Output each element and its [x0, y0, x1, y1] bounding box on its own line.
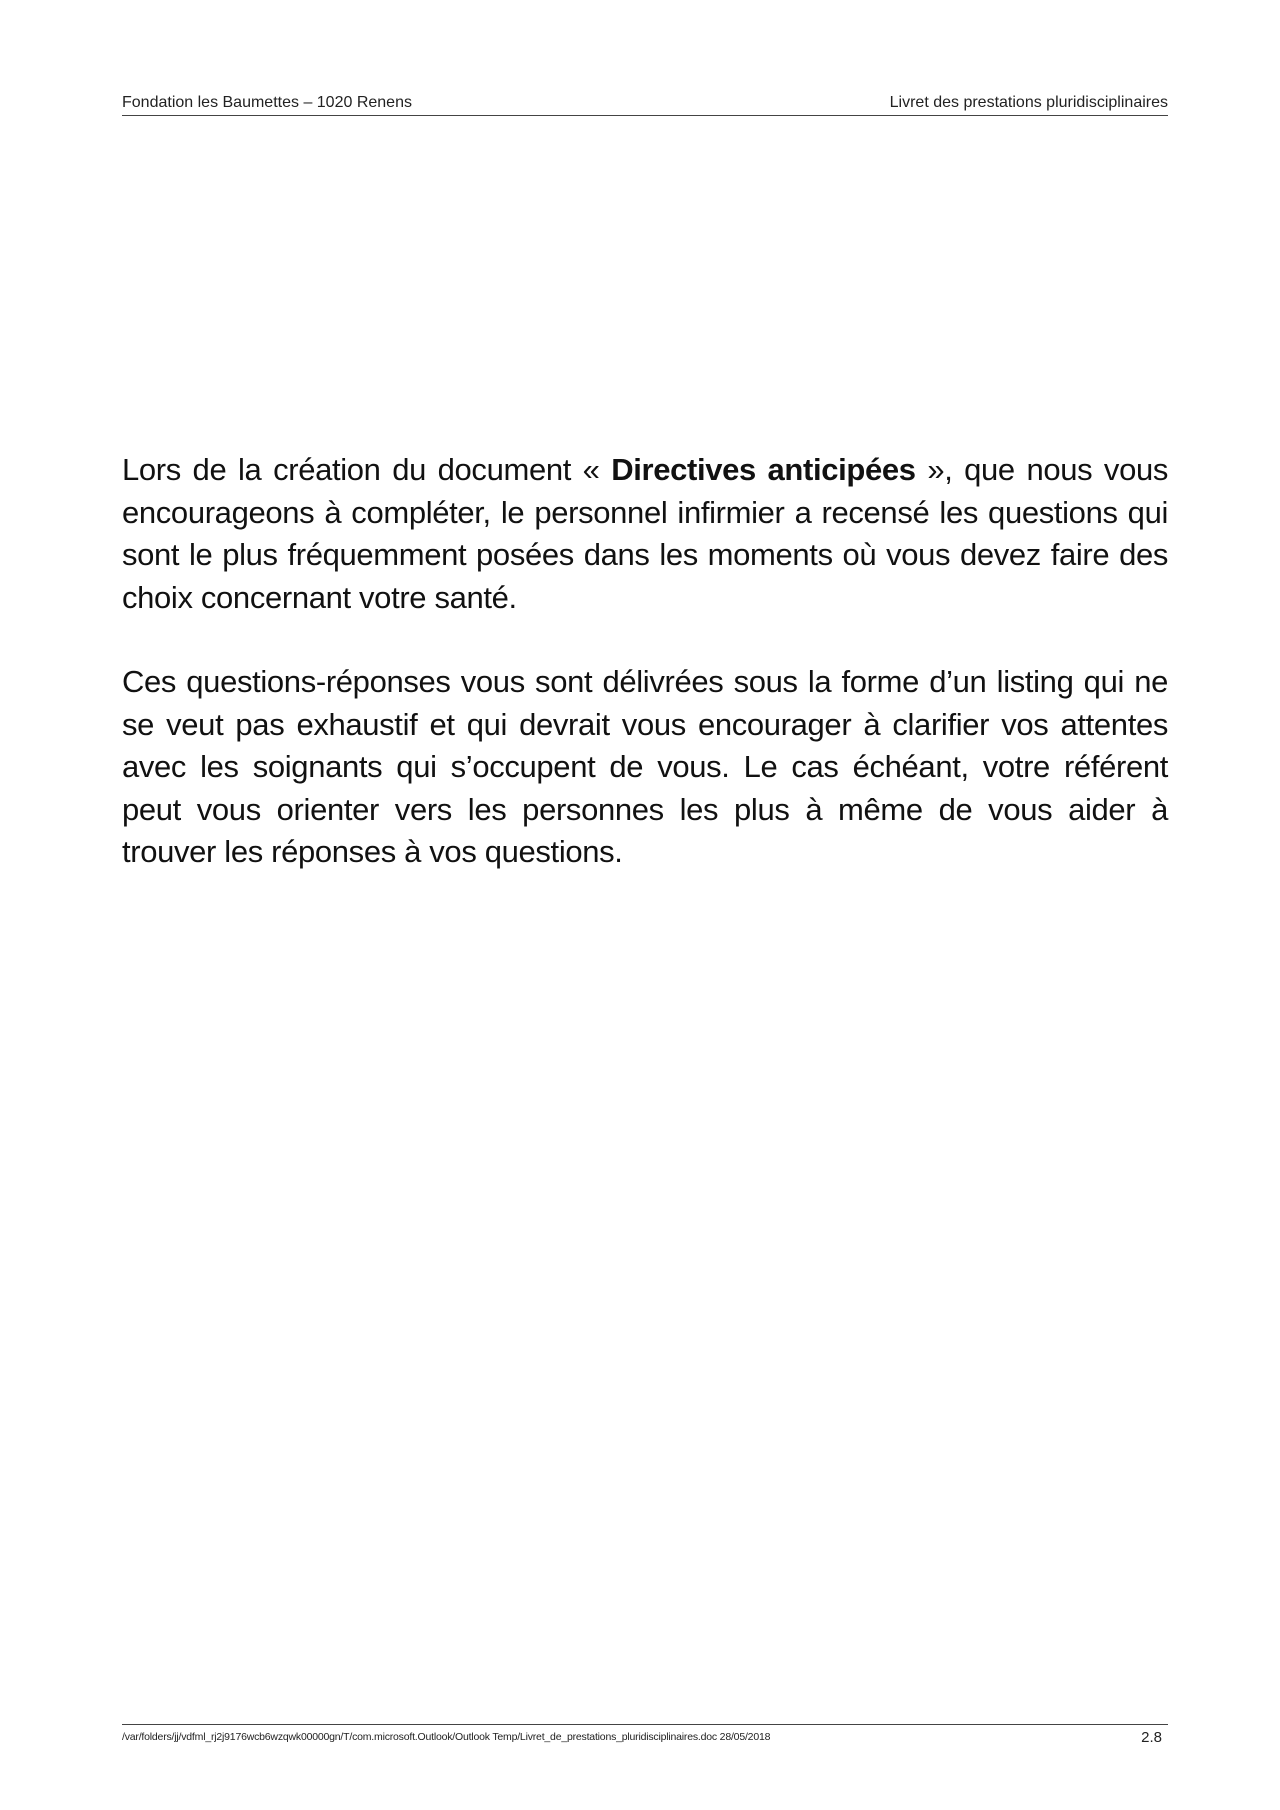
paragraph-questions-reponses: Ces questions-réponses vous sont délivrées sous la forme d’un listing qui ne se veut pas exhaustif et qui devrait vous encourager à clarifier vos attentes avec les soignants qui s’occupent de vous. Le cas échéant, votre référent peut vous orienter vers les personnes les plus à même de vous aider à trouver les réponses à vos questions.: [122, 664, 1168, 869]
header-document-title: Livret des prestations pluridisciplinaires: [889, 94, 1168, 111]
page-header: [122, 90, 1168, 116]
page-footer: [122, 1724, 1168, 1746]
directives-anticipees-term: Directives anticipées: [611, 452, 916, 487]
paragraph-1-start: Lors de la création du document «: [122, 452, 612, 487]
header-organization: Fondation les Baumettes – 1020 Renens: [122, 94, 412, 111]
paragraph-directives-intro: [122, 449, 1168, 619]
paragraph-1-end: », que nous vous encourageons à compléter, le personnel infirmier a recensé les questions qui sont le plus fréquemment posées dans les moments où vous devez faire des choix concernant votre santé.: [122, 452, 1169, 615]
footer-file-path: /var/folders/jj/vdfml_rj2j9176wcb6wzqwk00000gn/T/com.microsoft.Outlook/Outlook Temp/Livret_de_prestations_pluridisciplinaires.doc 28/05/2018: [122, 1731, 771, 1743]
document-body: [122, 449, 1168, 916]
page-number: 2.8: [1141, 1729, 1162, 1746]
